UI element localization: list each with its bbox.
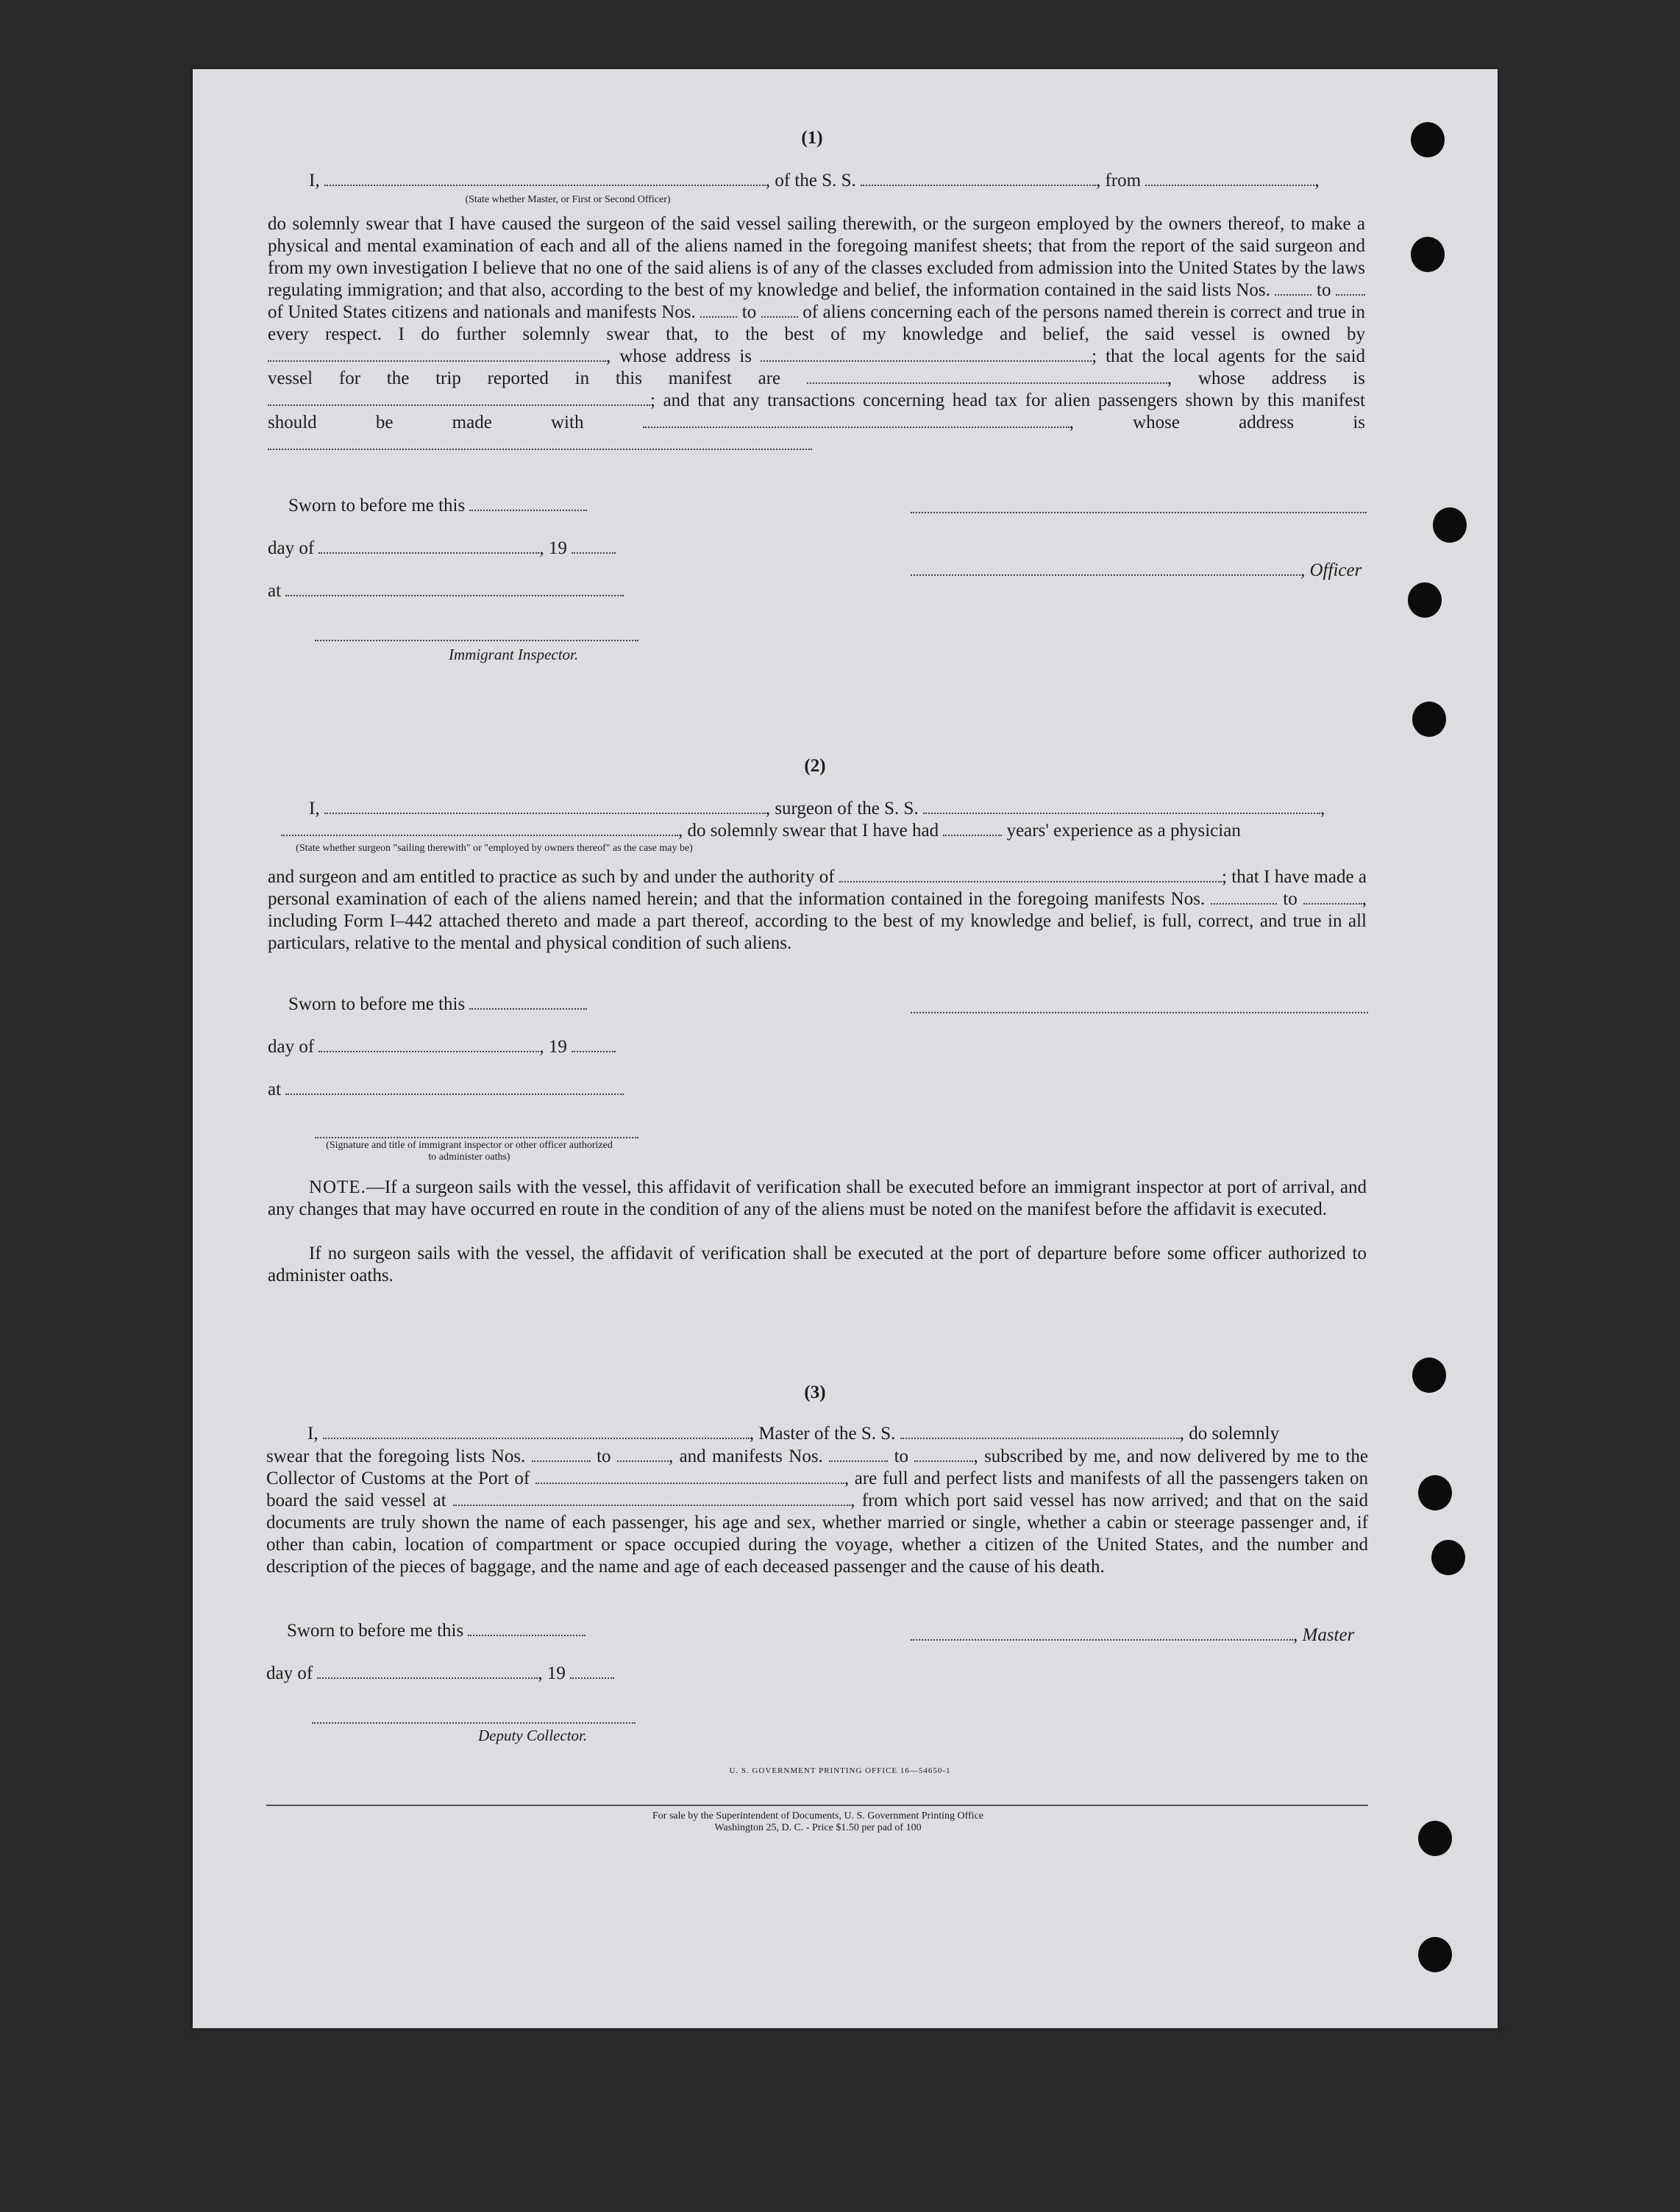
footer-rule (266, 1805, 1368, 1806)
section-1-from: , from (1096, 171, 1142, 190)
binder-hole (1418, 1937, 1452, 1972)
section-1-to-2: to (741, 302, 757, 322)
printing-office-line: U. S. GOVERNMENT PRINTING OFFICE 16—54650-1 (729, 1766, 951, 1775)
section-3-manifests-from-field[interactable] (829, 1447, 888, 1462)
owner-address-field[interactable] (761, 347, 1092, 362)
manifests-from-field[interactable] (700, 303, 737, 318)
section-2-at (268, 1080, 624, 1100)
section-1-whose-address-2: whose address is (1197, 368, 1366, 388)
section-1-inspector-label: Immigrant Inspector. (449, 646, 579, 663)
section-2-body-b: that I have made a personal examination of each of the aliens named herein; and that the information contained in the foregoing manifests Nos. (268, 867, 1367, 909)
section-3-to-2: to (894, 1446, 909, 1466)
section-1-officer-name-field[interactable] (911, 561, 1300, 576)
section-3-day-text: day of (266, 1663, 313, 1683)
years-experience-field[interactable] (943, 821, 1002, 836)
section-2-sworn-text: Sworn to before me this (288, 994, 466, 1014)
section-1-whose-address-3: , whose address is (1069, 413, 1366, 432)
departure-port-field[interactable] (1145, 171, 1314, 186)
section-3-line-1 (307, 1424, 1279, 1444)
binder-hole (1412, 1357, 1446, 1393)
section-2-month-field[interactable] (318, 1038, 539, 1052)
section-3-master-signature-field[interactable] (911, 1626, 1293, 1641)
section-1-day (268, 538, 616, 559)
binder-hole (1418, 1821, 1452, 1856)
section-1-intro: I, (309, 171, 320, 190)
section-3-manifests-to-field[interactable] (914, 1447, 973, 1462)
section-2-line-2 (281, 821, 1241, 841)
note-text-1: —If a surgeon sails with the vessel, this affidavit of verification shall be executed before an immigrant inspector at port of arrival, and any changes that may have occurred en route in the condition of any of the aliens must be noted on the manifest before the affidavit is executed. (268, 1177, 1367, 1219)
section-2-body: and surgeon and am entitled to practice as such by and under the authority of ; that I have made a personal examination of each of the aliens named herein; and that the information contained in the foregoing manifests Nos. to , including Form I–442 attached thereto and made a part thereof, according to the best of my knowledge and belief, is full, correct, and true in all particulars, relative to the mental and physical condition of such aliens. (268, 867, 1367, 953)
section-3-body-b: , and manifests Nos. (668, 1446, 823, 1466)
section-1-sworn-text: Sworn to before me this (288, 496, 466, 515)
section-2-to: to (1283, 889, 1298, 909)
lists-from-field[interactable] (1275, 281, 1311, 296)
section-2-signature-caption: (Signature and title of immigrant inspector or other officer authorized to administer oaths) (326, 1140, 613, 1163)
section-3-body-a: swear that the foregoing lists Nos. (266, 1446, 526, 1466)
owner-field[interactable] (268, 347, 606, 362)
section-2-at-text: at (268, 1080, 282, 1099)
section-3-collector-label: Deputy Collector. (478, 1727, 588, 1744)
section-2-day (268, 1037, 616, 1057)
manifests-to-field[interactable] (761, 303, 798, 318)
section-3-lists-from-field[interactable] (532, 1447, 591, 1462)
rank-field[interactable] (324, 171, 766, 186)
section-2-manifests-from-field[interactable] (1211, 890, 1277, 905)
section-2-number: (2) (804, 756, 826, 776)
section-2-day-text: day of (268, 1037, 315, 1057)
note-label: NOTE. (309, 1177, 366, 1197)
section-1-of-ss: , of the S. S. (765, 171, 856, 190)
section-2-year-field[interactable] (572, 1038, 616, 1052)
customs-port-field[interactable] (535, 1469, 844, 1484)
section-1-body-b: of United States citizens and nationals and manifests Nos. (268, 302, 696, 322)
section-3-body (266, 1446, 1368, 1578)
form-sheet (193, 69, 1498, 2028)
section-1-year-field[interactable] (572, 539, 616, 554)
surgeon-status-caption: (State whether surgeon "sailing therewith" or "employed by owners thereof" as the case may be) (296, 843, 693, 854)
section-3-master-of: , Master of the S. S. (749, 1424, 896, 1444)
section-3-day (266, 1663, 614, 1684)
binder-hole (1431, 1540, 1465, 1575)
section-1-place-field[interactable] (285, 582, 624, 596)
section-2-years: years' experience as a physician (1006, 821, 1241, 841)
binder-hole (1412, 702, 1446, 737)
section-1-month-field[interactable] (318, 539, 539, 554)
section-3-vessel-field[interactable] (900, 1424, 1180, 1439)
section-3-intro: I, (307, 1424, 318, 1444)
section-1-inspector-signature-line[interactable] (315, 640, 638, 641)
binder-hole (1418, 1475, 1452, 1510)
section-2-vessel-field[interactable] (923, 799, 1320, 814)
section-1-number: (1) (801, 128, 823, 148)
section-2-surgeon-of: , surgeon of the S. S. (765, 799, 919, 818)
section-1-at (268, 581, 624, 602)
section-1-body-e: ; and that any transactions concerning head tax for alien passengers shown by this manifest should be made with (268, 390, 1365, 432)
section-3-body-c: , subscribed by me, and now delivered by me to the Collector of Customs at the Port of (266, 1446, 1368, 1488)
section-3-master-label: , Master (1293, 1625, 1355, 1645)
section-1-body-c: of aliens concerning each of the persons named therein is correct and true in every respect. I do further solemnly swear that, to the best of my knowledge and belief, the said vessel is owned by (268, 302, 1366, 344)
section-2-body-a: and surgeon and am entitled to practice as such by and under the authority of (268, 867, 835, 887)
vessel-name-field[interactable] (861, 171, 1096, 186)
section-2-sworn (288, 994, 587, 1015)
lists-to-field[interactable] (1336, 281, 1365, 296)
section-1-at-text: at (268, 581, 282, 601)
section-2-place-field[interactable] (285, 1080, 624, 1095)
section-3-body-e: , from which port said vessel has now arrived; and that on the said documents are truly shown the name of each passenger, his age and sex, whether married or single, whether a cabin or steerage passenger and, if other than cabin, location of compartment or space occupied during the voyage, whether a citizen of the United States, and the number and description of the pieces of baggage, and the name and age of each deceased passenger and the cause of his death. (266, 1491, 1369, 1577)
section-2-inspector-signature-line[interactable] (315, 1137, 638, 1138)
binder-hole (1408, 582, 1442, 618)
section-1-officer-label: , Officer (1300, 560, 1362, 580)
section-1-sworn-date-field[interactable] (469, 496, 587, 511)
local-agents-field[interactable] (807, 369, 1167, 384)
head-tax-address-field[interactable] (268, 435, 812, 450)
surgeon-status-field[interactable] (281, 821, 678, 836)
section-2-sworn-date-field[interactable] (469, 995, 587, 1010)
sale-line-2: Washington 25, D. C. - Price $1.50 per pad of 100 (714, 1822, 922, 1833)
section-3-to-1: to (597, 1446, 611, 1466)
section-1-line-1: I, , of the S. S. , from , (309, 171, 1320, 190)
agents-address-field[interactable] (268, 391, 650, 406)
embarkation-port-field[interactable] (453, 1491, 850, 1506)
section-3-year-field[interactable] (570, 1664, 614, 1679)
section-2-body-c: , including Form I–442 attached thereto and made a part thereof, according to the best of my knowledge and belief, is full, correct, and true in all particulars, relative to the mental and physical condition of such aliens. (268, 889, 1367, 953)
master-name-field[interactable] (323, 1424, 750, 1439)
binder-hole (1433, 507, 1467, 543)
section-2-year-text: , 19 (539, 1037, 567, 1057)
binder-hole (1411, 237, 1445, 272)
section-3-number: (3) (804, 1382, 826, 1402)
section-2-surgeon-signature-line[interactable] (911, 1012, 1368, 1013)
section-1-officer (911, 560, 1362, 581)
section-3-master (911, 1625, 1354, 1646)
section-1-body: do solemnly swear that I have caused the surgeon of the said vessel sailing therewith, or the surgeon employed by the owners thereof, to make a physical and mental examination of each and all of the aliens named in the foregoing manifest sheets; that from the report of the said surgeon and from my own investigation I believe that no one of the said aliens is of any of the classes excluded from admission into the United States by the laws regulating immigration; and that also, according to the best of my knowledge and belief, the information contained in the said lists Nos. to of United States citizens and nationals and manifests Nos. to of aliens concerning each of the persons named therein is correct and true in every respect. I do further solemnly swear that, to the best of my knowledge and belief, the said vessel is owned by , whose address is ; that the local agents for the said vessel for the trip reported in this manifest are , whose address is ; and that any transactions concerning head tax for alien passengers shown by this manifest should be made with , whose address is (268, 213, 1365, 456)
section-3-sworn-text: Sworn to before me this (287, 1621, 464, 1641)
section-1-officer-signature-line[interactable] (911, 512, 1367, 513)
section-2-line-1: I, , surgeon of the S. S. , (309, 799, 1325, 818)
section-1-sworn (288, 496, 587, 516)
binder-hole (1411, 122, 1445, 157)
section-2-note-2: If no surgeon sails with the vessel, the affidavit of verification shall be executed at the port of departure before some officer authorized to administer oaths. (268, 1244, 1367, 1285)
section-2-manifests-to-field[interactable] (1303, 890, 1362, 905)
surgeon-name-field[interactable] (324, 799, 766, 814)
section-3-solemnly: , do solemnly (1179, 1424, 1280, 1444)
section-2-intro: I, (309, 799, 320, 818)
section-3-year-text: , 19 (538, 1663, 566, 1683)
section-3-sworn (287, 1621, 585, 1641)
section-2-swear: , do solemnly swear that I have had (678, 821, 939, 841)
section-1-body-d: ; that the local agents for the said vessel for the trip reported in this manifest are (268, 346, 1366, 388)
section-1-body-a: do solemnly swear that I have caused the surgeon of the said vessel sailing therewith, or the surgeon employed by the owners thereof, to make a physical and mental examination of each and all of the aliens named in the foregoing manifest sheets; that from the report of the said surgeon and from my own investigation I believe that no one of the said aliens is of any of the classes excluded from admission into the United States by the laws regulating immigration; and that also, according to the best of my knowledge and belief, the information contained in the said lists Nos. (268, 214, 1365, 300)
section-1-whose-address-1: , whose address is (606, 346, 752, 366)
section-3-month-field[interactable] (317, 1664, 538, 1679)
section-3-sworn-date-field[interactable] (468, 1621, 585, 1636)
section-3-body-d: , are full and perfect lists and manifests of all the passengers taken on board the said vessel at (266, 1469, 1369, 1510)
section-3-lists-to-field[interactable] (617, 1447, 669, 1462)
rank-caption: (State whether Master, or First or Second Officer) (465, 194, 671, 205)
section-1-day-text: day of (268, 538, 315, 558)
licensing-authority-field[interactable] (839, 868, 1222, 882)
section-1-year-text: , 19 (539, 538, 567, 558)
sale-line-1: For sale by the Superintendent of Documents, U. S. Government Printing Office (652, 1810, 983, 1822)
section-1-to-1: to (1317, 280, 1331, 300)
head-tax-contact-field[interactable] (643, 413, 1069, 428)
section-2-note (268, 1177, 1367, 1221)
section-3-collector-signature-line[interactable] (312, 1722, 636, 1724)
